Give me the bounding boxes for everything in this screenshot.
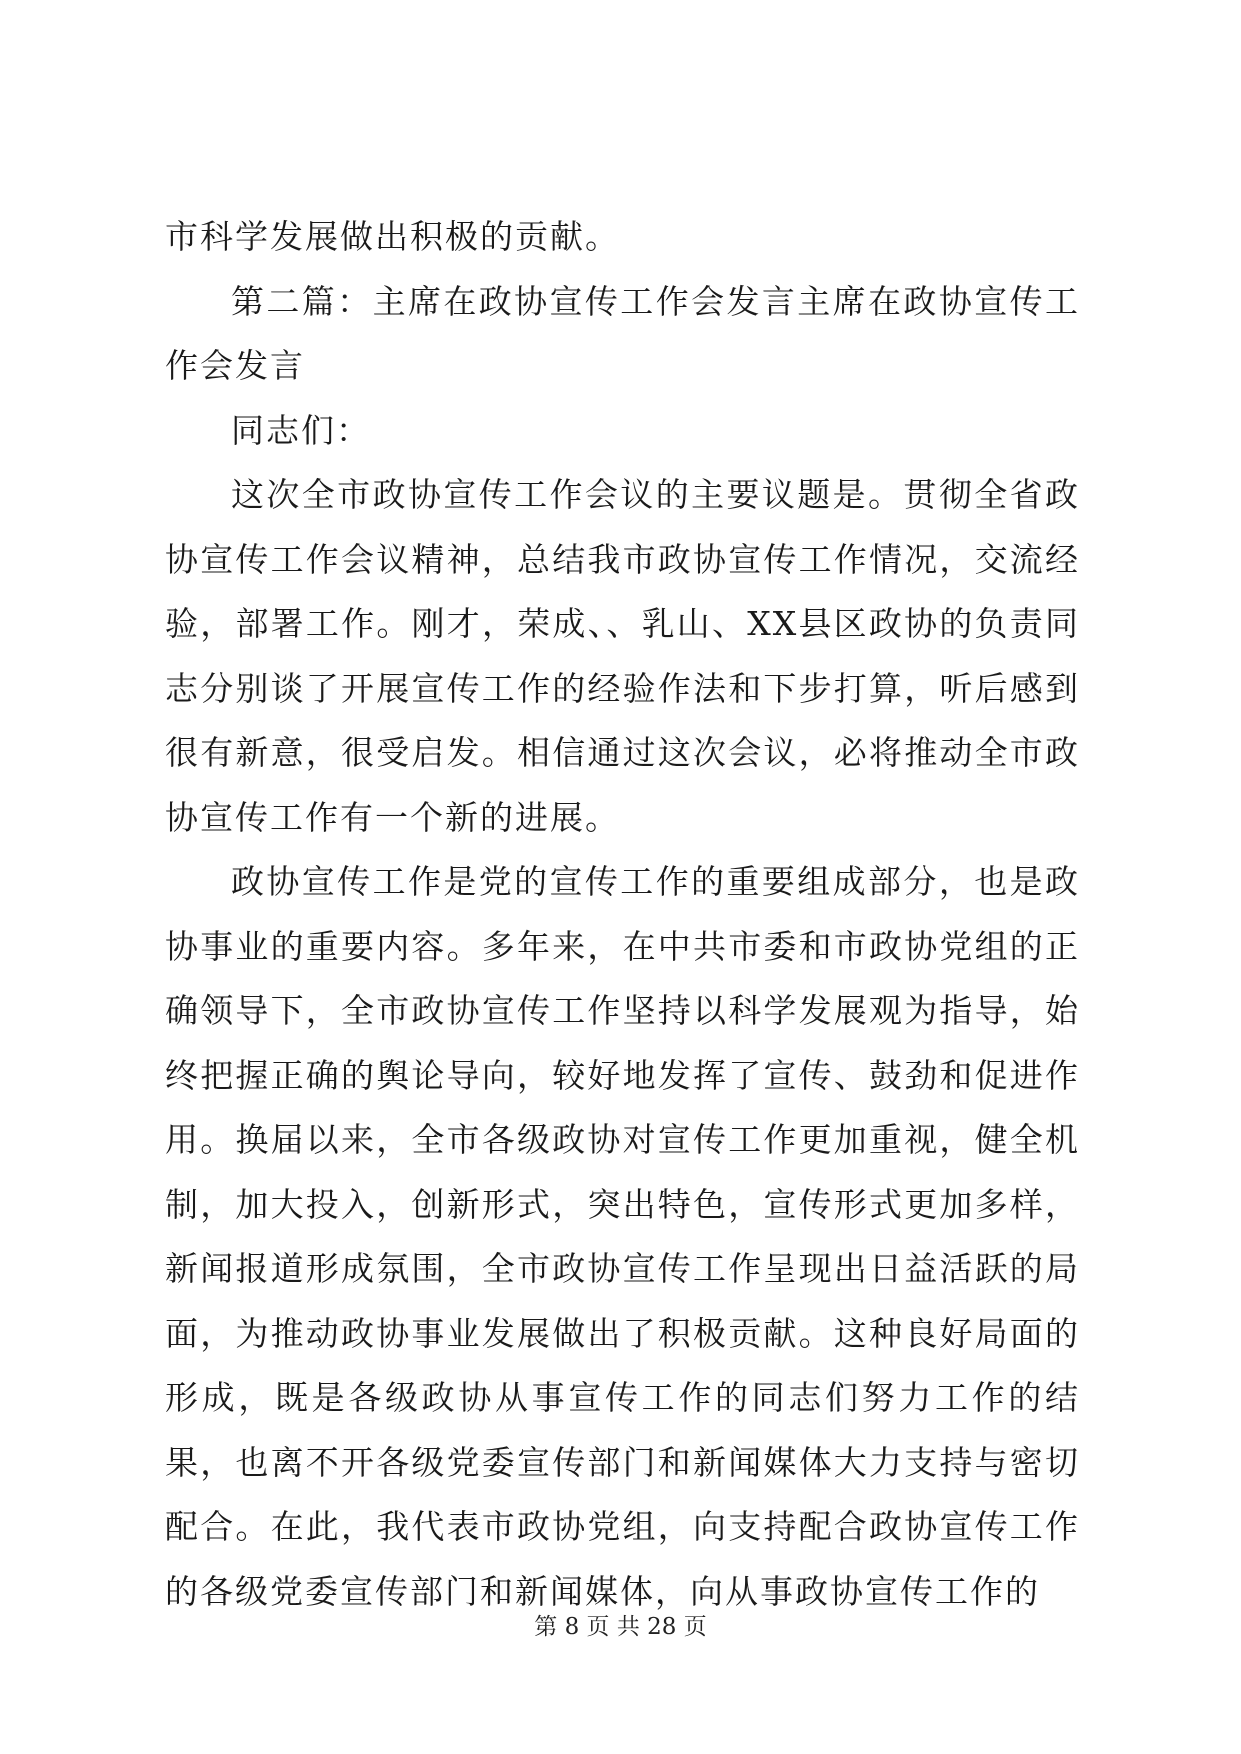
paragraph-body: 政协宣传工作是党的宣传工作的重要组成部分，也是政协事业的重要内容。多年来，在中共市委和市政协党组的正确领导下，全市政协宣传工作坚持以科学发展观为指导，始终把握正确的舆论导向，较好地发挥了宣传、鼓劲和促进作用。换届以来，全市各级政协对宣传工作更加重视，健全机制，加大投入，创新形式，突出特色，宣传形式更加多样，新闻报道形成氛围，全市政协宣传工作呈现出日益活跃的局面，为推动政协事业发展做出了积极贡献。这种良好局面的形成，既是各级政协从事宣传工作的同志们努力工作的结果，也离不开各级党委宣传部门和新闻媒体大力支持与密切配合。在此，我代表市政协党组，向支持配合政协宣传工作的各级党委宣传部门和新闻媒体，向从事政协宣传工作的 [165, 862, 1080, 1611]
section-heading: 第二篇：主席在政协宣传工作会发言主席在政协宣传工作会发言 [165, 281, 1080, 385]
paragraph-continuation: 市科学发展做出积极的贡献。 [165, 217, 620, 256]
page-number-footer: 第 8 页 共 28 页 [534, 1614, 707, 1640]
document-body [165, 205, 1080, 1624]
salutation: 同志们： [231, 410, 371, 450]
paragraph-intro: 这次全市政协宣传工作会议的主要议题是。贯彻全省政协宣传工作会议精神，总结我市政协宣传工作情况，交流经验，部署工作。刚才，荣成、、乳山、XX县区政协的负责同志分别谈了开展宣传工作的经验作法和下步打算，听后感到很有新意，很受启发。相信通过这次会议，必将推动全市政协宣传工作有一个新的进展。 [165, 475, 1080, 837]
